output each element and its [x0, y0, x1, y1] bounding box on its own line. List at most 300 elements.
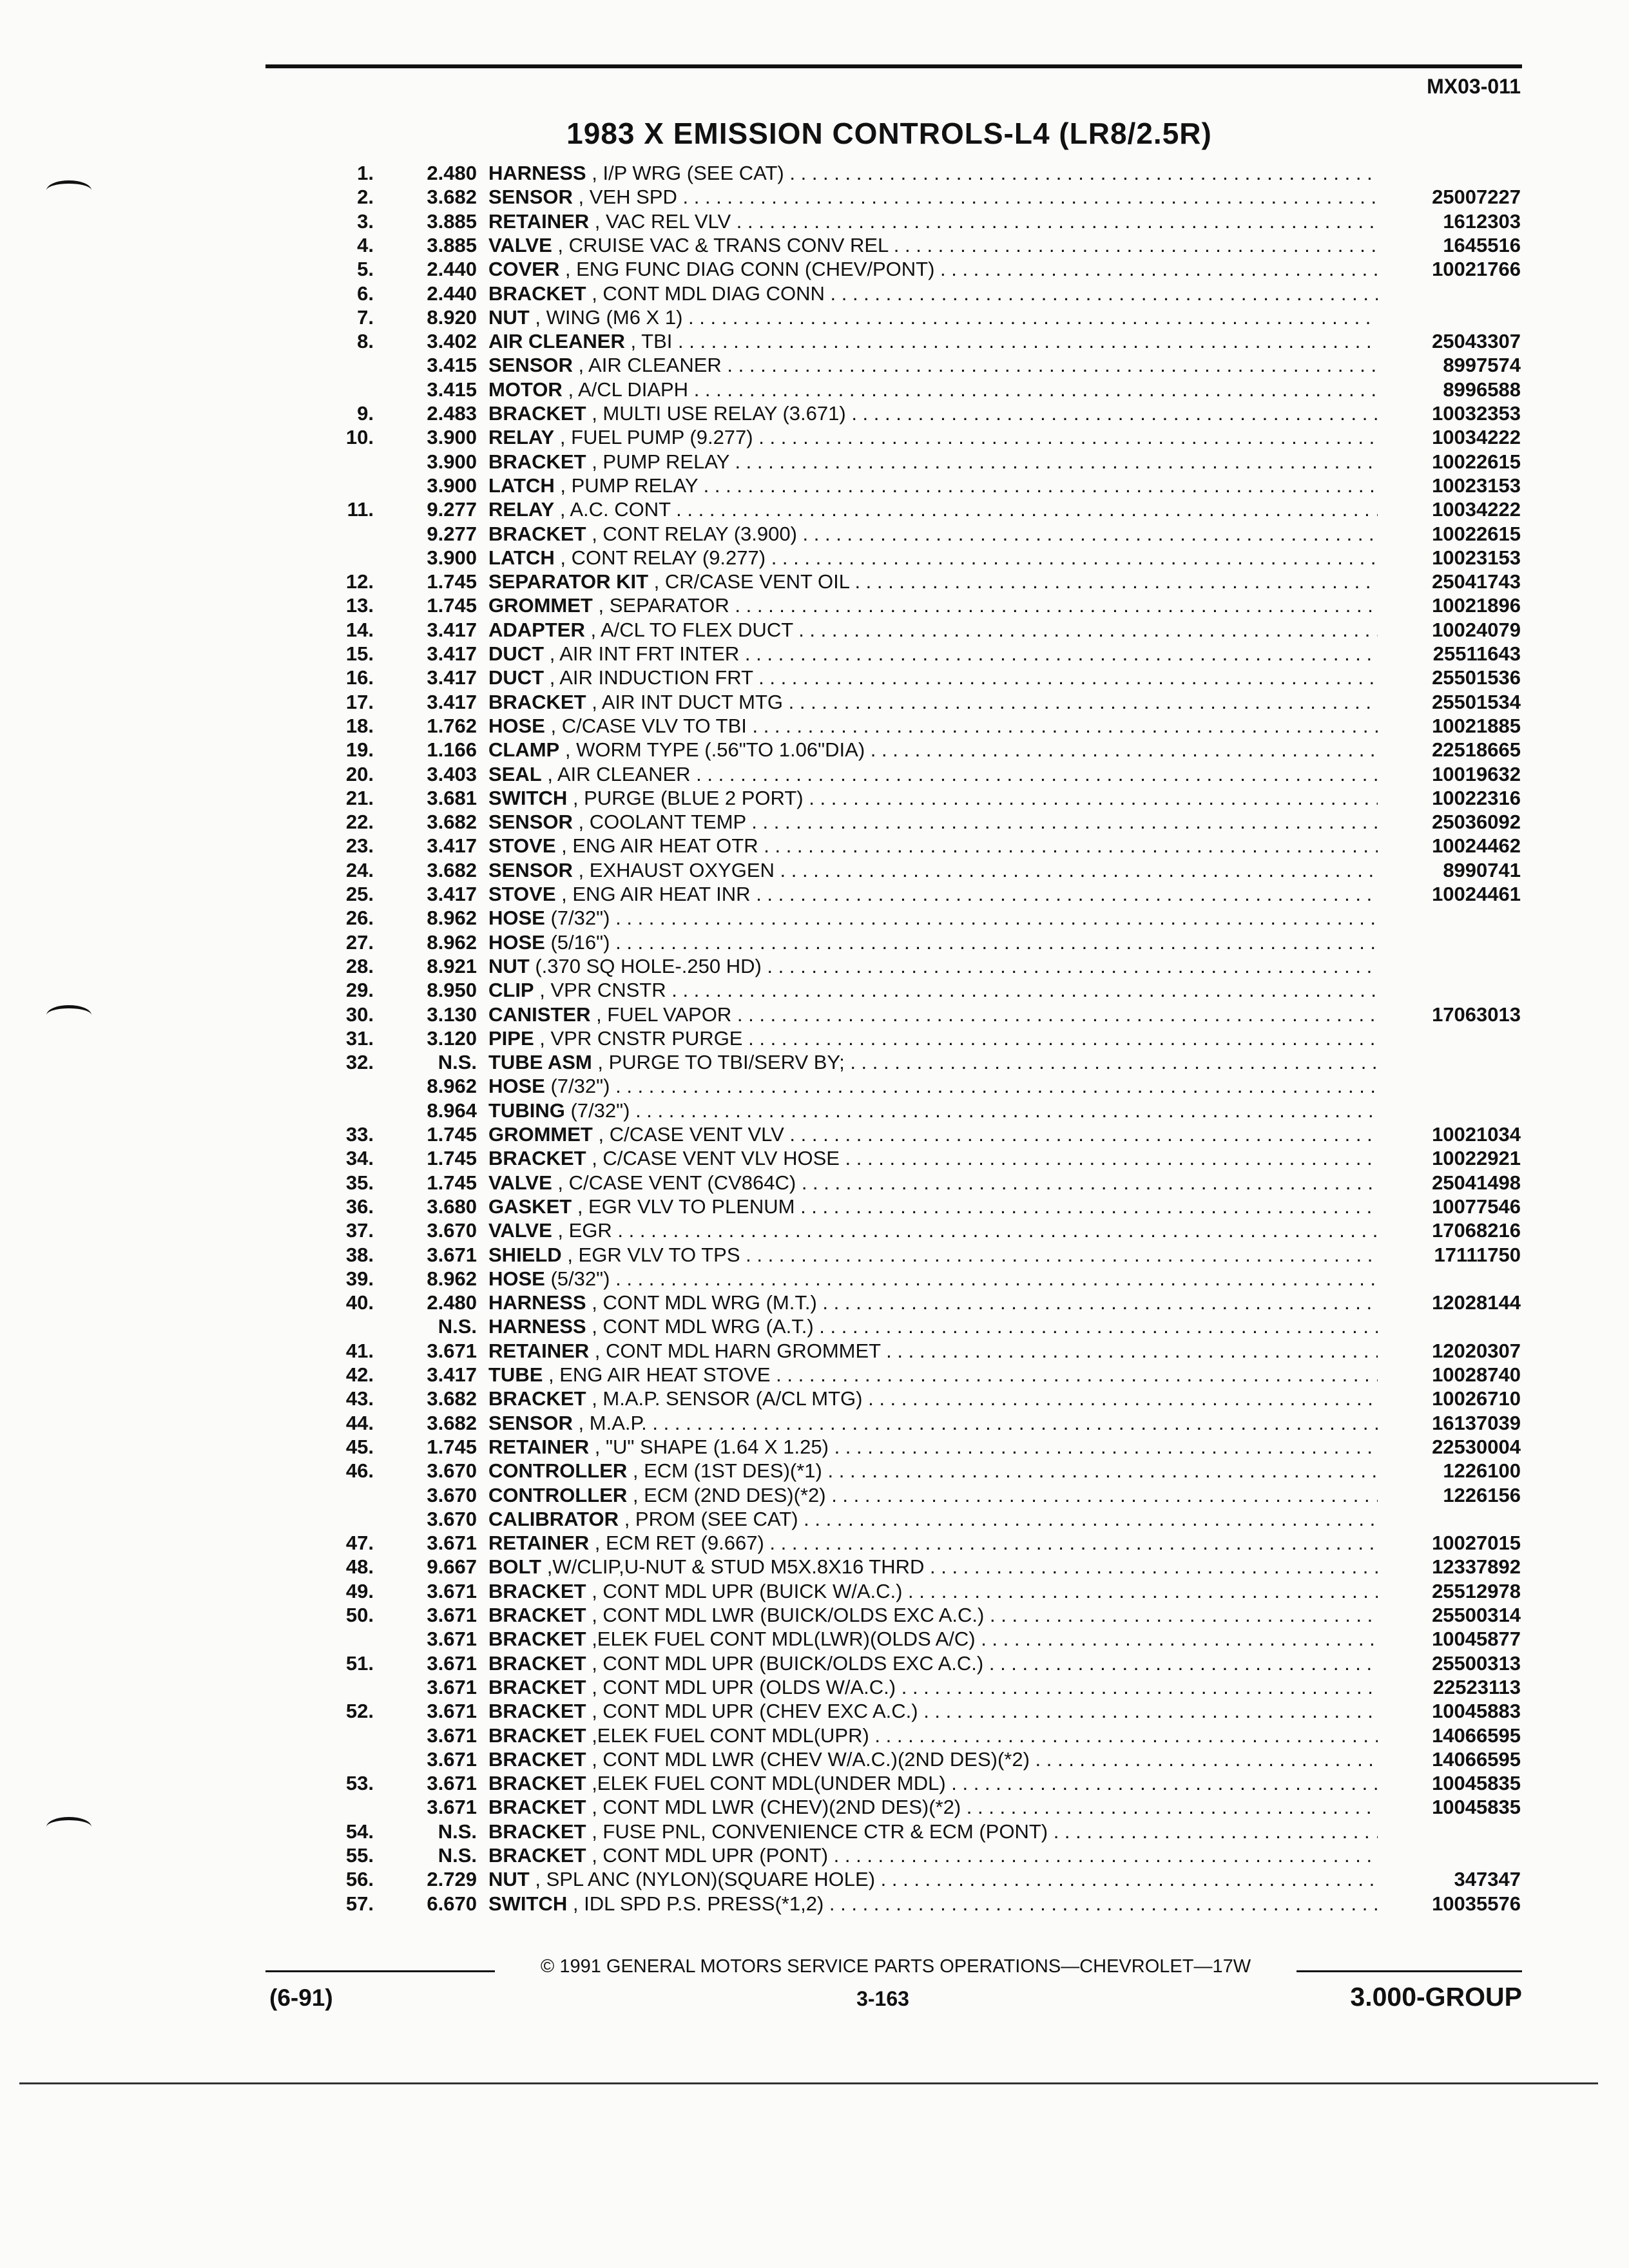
part-description — [488, 1050, 1378, 1074]
group-number: 3.671 — [427, 1579, 477, 1602]
part-description — [488, 1171, 1378, 1195]
top-rule — [265, 64, 1522, 68]
table-row — [0, 161, 1629, 185]
table-row — [0, 1603, 1629, 1627]
part-name: BRACKET — [488, 1651, 586, 1675]
group-number: 8.962 — [427, 1267, 477, 1290]
group-number: 1.745 — [427, 1147, 477, 1170]
group-number: 3.671 — [427, 1604, 477, 1626]
part-detail: , CONT MDL UPR (PONT) — [592, 1844, 829, 1867]
part-detail: ,ELEK FUEL CONT MDL(LWR)(OLDS A/C) — [592, 1628, 976, 1651]
group-number: 3.417 — [427, 1363, 477, 1386]
group-number: 3.671 — [427, 1339, 477, 1362]
table-row — [0, 570, 1629, 593]
part-detail: ,W/CLIP,U-NUT & STUD M5X.8X16 THRD — [546, 1555, 925, 1579]
part-detail: , CONT MDL WRG (A.T.) — [592, 1315, 814, 1338]
part-description — [488, 1339, 1378, 1363]
table-row — [0, 1314, 1629, 1338]
item-number: 14. — [345, 618, 374, 641]
item-number: 8. — [357, 330, 374, 353]
group-number: 1.745 — [427, 594, 477, 617]
part-description — [488, 329, 1378, 353]
part-detail: , ECM (2ND DES)(*2) — [632, 1483, 826, 1506]
table-row — [0, 1555, 1629, 1579]
part-name: TUBE ASM — [488, 1051, 592, 1074]
table-row — [0, 1747, 1629, 1771]
group-number: 8.962 — [427, 930, 477, 954]
table-row — [0, 378, 1629, 401]
part-description — [488, 906, 1378, 930]
part-detail: , FUSE PNL, CONVENIENCE CTR & ECM (PONT) — [592, 1820, 1048, 1843]
item-number: 44. — [345, 1411, 374, 1434]
part-number: 17068216 — [1432, 1219, 1521, 1242]
item-number: 22. — [345, 811, 374, 834]
part-detail: , SPL ANC (NYLON)(SQUARE HOLE) — [535, 1868, 876, 1891]
part-description — [488, 810, 1378, 834]
group-number: 3.900 — [427, 450, 477, 473]
part-name: BRACKET — [488, 522, 586, 545]
part-name: BRACKET — [488, 1387, 586, 1410]
item-number: 2. — [357, 186, 374, 209]
part-name: BRACKET — [488, 1675, 586, 1698]
part-detail: (5/32") — [550, 1267, 610, 1290]
part-detail: , CRUISE VAC & TRANS CONV REL — [557, 233, 889, 256]
part-name: VALVE — [488, 1171, 552, 1194]
part-detail: , VEH SPD — [578, 186, 677, 209]
part-description — [488, 1795, 1378, 1819]
part-name: SENSOR — [488, 186, 573, 209]
group-number: 1.762 — [427, 714, 477, 737]
table-row — [0, 1483, 1629, 1507]
part-number: 10021034 — [1432, 1123, 1521, 1146]
group-number: 3.671 — [427, 1532, 477, 1555]
part-detail: , CONT MDL UPR (BUICK/OLDS EXC A.C.) — [592, 1651, 984, 1675]
table-row — [0, 1579, 1629, 1603]
part-name: CLAMP — [488, 738, 560, 762]
part-description — [488, 1435, 1378, 1459]
table-row — [0, 618, 1629, 642]
part-detail: , EGR — [557, 1219, 612, 1242]
part-detail: (7/32") — [570, 1099, 630, 1122]
group-number: 3.682 — [427, 811, 477, 834]
part-detail: , PURGE TO TBI/SERV BY; — [597, 1051, 845, 1074]
table-row — [0, 762, 1629, 786]
part-number: 8990741 — [1443, 858, 1521, 881]
part-name: DUCT — [488, 666, 545, 689]
part-name: BRACKET — [488, 1147, 586, 1170]
part-name: SEAL — [488, 762, 542, 785]
part-detail: , CONT MDL UPR (OLDS W/A.C.) — [592, 1675, 896, 1698]
group-number: 6.670 — [427, 1892, 477, 1915]
part-number: 1226100 — [1443, 1459, 1521, 1483]
group-number: 3.670 — [427, 1459, 477, 1483]
part-description — [488, 1459, 1378, 1483]
part-number: 25041743 — [1432, 570, 1521, 593]
item-number: 11. — [347, 498, 374, 521]
part-description — [488, 1026, 1378, 1050]
group-number: 3.671 — [427, 1651, 477, 1675]
part-detail: (5/16") — [550, 930, 610, 954]
group-number: 3.671 — [427, 1772, 477, 1795]
part-detail: , AIR INDUCTION FRT — [549, 666, 753, 689]
part-name: BRACKET — [488, 690, 586, 713]
table-row — [0, 1339, 1629, 1363]
part-number: 10022921 — [1432, 1147, 1521, 1170]
group-number: 3.681 — [427, 786, 477, 809]
part-name: VALVE — [488, 233, 552, 256]
part-name: RETAINER — [488, 1435, 590, 1458]
item-number: 28. — [345, 954, 374, 977]
part-name: HARNESS — [488, 1291, 586, 1314]
item-number: 10. — [345, 426, 374, 449]
group-number: 3.671 — [427, 1700, 477, 1723]
item-number: 5. — [357, 258, 374, 281]
part-name: BOLT — [488, 1555, 542, 1579]
part-number: 25036092 — [1432, 811, 1521, 834]
part-detail: , M.A.P. — [578, 1411, 647, 1434]
part-description — [488, 1267, 1378, 1291]
part-name: BRACKET — [488, 1772, 586, 1795]
part-detail: , C/CASE VENT VLV — [598, 1123, 784, 1146]
part-description — [488, 834, 1378, 858]
part-number: 22523113 — [1432, 1675, 1521, 1698]
table-row — [0, 786, 1629, 810]
group-number: 3.671 — [427, 1796, 477, 1819]
part-number: 10032353 — [1432, 402, 1521, 425]
part-name: BRACKET — [488, 1628, 586, 1651]
part-description — [488, 1651, 1378, 1675]
binder-hole-mark — [46, 1005, 92, 1025]
part-number: 10028740 — [1432, 1363, 1521, 1386]
part-name: CALIBRATOR — [488, 1507, 619, 1530]
part-detail: , ENG AIR HEAT INR — [561, 883, 751, 905]
group-number: 3.671 — [427, 1724, 477, 1747]
part-name: CONTROLLER — [488, 1459, 628, 1483]
part-name: NUT — [488, 1868, 530, 1891]
part-detail: , PUMP RELAY — [592, 450, 729, 473]
document-id: MX03-011 — [1427, 75, 1521, 98]
part-description — [488, 978, 1378, 1002]
table-row — [0, 474, 1629, 497]
part-detail: , AIR INT FRT INTER — [549, 642, 740, 665]
table-row — [0, 282, 1629, 305]
item-number: 21. — [345, 786, 374, 809]
footer-rule-right — [1296, 1970, 1522, 1972]
table-row — [0, 738, 1629, 762]
part-description — [488, 1483, 1378, 1507]
table-row — [0, 1387, 1629, 1410]
part-number: 10045877 — [1432, 1628, 1521, 1651]
part-name: BRACKET — [488, 1579, 586, 1602]
group-number: 1.166 — [427, 738, 477, 762]
part-detail: , A/CL TO FLEX DUCT — [590, 618, 793, 641]
table-row — [0, 522, 1629, 546]
item-number: 3. — [357, 209, 374, 233]
table-row — [0, 1026, 1629, 1050]
item-number: 12. — [345, 570, 374, 593]
table-row — [0, 1411, 1629, 1435]
part-description — [488, 1555, 1378, 1579]
item-number: 19. — [345, 738, 374, 762]
group-number: 3.682 — [427, 186, 477, 209]
item-number: 49. — [345, 1579, 374, 1602]
part-detail: , "U" SHAPE (1.64 X 1.25) — [594, 1435, 829, 1458]
part-name: RETAINER — [488, 1532, 590, 1555]
table-row — [0, 1892, 1629, 1916]
table-row — [0, 593, 1629, 617]
group-number: 3.900 — [427, 426, 477, 449]
part-name: RELAY — [488, 426, 555, 449]
group-number: 2.480 — [427, 1291, 477, 1314]
part-detail: , VAC REL VLV — [594, 209, 731, 233]
part-name: CONTROLLER — [488, 1483, 628, 1506]
part-number: 10023153 — [1432, 546, 1521, 569]
part-number: 10024079 — [1432, 618, 1521, 641]
footer-copyright: © 1991 GENERAL MOTORS SERVICE PARTS OPERATIONS—CHEVROLET—17W — [540, 1956, 1251, 1977]
part-number: 10035576 — [1432, 1892, 1521, 1915]
part-description — [488, 425, 1378, 449]
part-number: 25007227 — [1432, 186, 1521, 209]
part-number: 10024462 — [1432, 834, 1521, 858]
part-description — [488, 1243, 1378, 1267]
group-number: 3.417 — [427, 666, 477, 689]
part-detail: , EGR VLV TO PLENUM — [577, 1195, 795, 1218]
table-row — [0, 858, 1629, 882]
part-name: RETAINER — [488, 1339, 590, 1362]
part-detail: , PROM (SEE CAT) — [624, 1507, 798, 1530]
table-row — [0, 1243, 1629, 1267]
table-row — [0, 1218, 1629, 1242]
table-row — [0, 425, 1629, 449]
item-number: 38. — [345, 1243, 374, 1266]
part-number: 8997574 — [1443, 354, 1521, 377]
part-description — [488, 1363, 1378, 1387]
part-description — [488, 930, 1378, 954]
part-description — [488, 378, 1378, 401]
part-detail: , IDL SPD P.S. PRESS(*1,2) — [572, 1892, 824, 1915]
group-number: 8.962 — [427, 907, 477, 930]
item-number: 50. — [345, 1604, 374, 1626]
part-name: SEPARATOR KIT — [488, 570, 649, 593]
item-number: 29. — [345, 979, 374, 1002]
group-number: 3.671 — [427, 1675, 477, 1698]
group-number: 3.402 — [427, 330, 477, 353]
group-number: 3.417 — [427, 834, 477, 858]
part-number: 25511643 — [1432, 642, 1521, 665]
part-name: BRACKET — [488, 402, 586, 425]
part-description — [488, 1003, 1378, 1026]
part-detail: , FUEL PUMP (9.277) — [559, 426, 753, 449]
part-detail: , CONT MDL WRG (M.T.) — [592, 1291, 817, 1314]
part-name: LATCH — [488, 546, 555, 569]
group-number: 3.671 — [427, 1628, 477, 1651]
item-number: 40. — [345, 1291, 374, 1314]
part-detail: , FUEL VAPOR — [596, 1003, 732, 1026]
page-title: 1983 X EMISSION CONTROLS-L4 (LR8/2.5R) — [566, 117, 1212, 150]
group-number: 3.900 — [427, 474, 477, 497]
part-detail: , C/CASE VENT VLV HOSE — [592, 1147, 840, 1170]
part-description — [488, 1699, 1378, 1723]
table-row — [0, 1435, 1629, 1459]
part-name: BRACKET — [488, 1604, 586, 1626]
group-number: 1.745 — [427, 570, 477, 593]
table-row — [0, 1003, 1629, 1026]
item-number: 45. — [345, 1435, 374, 1458]
part-number: 17111750 — [1434, 1243, 1521, 1266]
table-row — [0, 834, 1629, 858]
group-number: 3.130 — [427, 1003, 477, 1026]
part-number: 8996588 — [1443, 378, 1521, 401]
group-number: 9.277 — [427, 498, 477, 521]
part-detail: , CONT MDL LWR (CHEV)(2ND DES)(*2) — [592, 1796, 961, 1819]
group-number: N.S. — [438, 1844, 477, 1867]
part-number: 16137039 — [1432, 1411, 1521, 1434]
part-detail: , CONT MDL UPR (BUICK W/A.C.) — [592, 1579, 903, 1602]
part-name: TUBING — [488, 1099, 565, 1122]
group-number: 3.670 — [427, 1219, 477, 1242]
table-row — [0, 209, 1629, 233]
part-description — [488, 1771, 1378, 1795]
part-name: COVER — [488, 258, 560, 281]
part-description — [488, 1843, 1378, 1867]
part-name: LATCH — [488, 474, 555, 497]
part-name: HOSE — [488, 930, 545, 954]
item-number: 32. — [345, 1051, 374, 1074]
item-number: 9. — [357, 402, 374, 425]
item-number: 16. — [345, 666, 374, 689]
group-number: 8.921 — [427, 954, 477, 977]
group-number: 9.667 — [427, 1555, 477, 1579]
group-number: 3.417 — [427, 618, 477, 641]
item-number: 30. — [345, 1003, 374, 1026]
item-number: 37. — [345, 1219, 374, 1242]
part-number: 10045883 — [1432, 1700, 1521, 1723]
part-name: HOSE — [488, 714, 545, 737]
part-description — [488, 1411, 1378, 1435]
table-row — [0, 353, 1629, 377]
part-number: 1226156 — [1443, 1483, 1521, 1506]
part-description — [488, 1146, 1378, 1170]
part-name: SWITCH — [488, 786, 568, 809]
group-number: 3.415 — [427, 378, 477, 401]
part-name: NUT — [488, 305, 530, 329]
group-number: 8.962 — [427, 1075, 477, 1098]
table-row — [0, 1675, 1629, 1699]
item-number: 17. — [345, 690, 374, 713]
part-number: 25501536 — [1432, 666, 1521, 689]
group-number: 2.440 — [427, 282, 477, 305]
part-number: 12020307 — [1432, 1339, 1521, 1362]
item-number: 39. — [345, 1267, 374, 1290]
part-description — [488, 642, 1378, 666]
part-description — [488, 1218, 1378, 1242]
item-number: 34. — [345, 1147, 374, 1170]
part-number: 10023153 — [1432, 474, 1521, 497]
part-description — [488, 474, 1378, 497]
group-number: 8.920 — [427, 305, 477, 329]
item-number: 24. — [345, 858, 374, 881]
table-row — [0, 1099, 1629, 1122]
item-number: 20. — [345, 762, 374, 785]
binder-hole-mark — [46, 1817, 92, 1837]
part-number: 10022316 — [1432, 786, 1521, 809]
table-row — [0, 666, 1629, 689]
part-detail: , WORM TYPE (.56"TO 1.06"DIA) — [564, 738, 865, 762]
item-number: 18. — [345, 714, 374, 737]
part-detail: , CONT RELAY (3.900) — [592, 522, 797, 545]
part-detail: (7/32") — [550, 1075, 610, 1098]
item-number: 33. — [345, 1123, 374, 1146]
part-description — [488, 666, 1378, 689]
item-number: 13. — [345, 594, 374, 617]
part-name: GROMMET — [488, 594, 593, 617]
table-row — [0, 1459, 1629, 1483]
table-row — [0, 1291, 1629, 1314]
item-number: 1. — [357, 162, 374, 184]
table-row — [0, 1363, 1629, 1387]
part-name: RELAY — [488, 498, 555, 521]
table-row — [0, 185, 1629, 209]
group-number: 3.885 — [427, 209, 477, 233]
part-description — [488, 353, 1378, 377]
item-number: 4. — [357, 233, 374, 256]
group-number: 9.277 — [427, 522, 477, 545]
part-number: 25512978 — [1432, 1579, 1521, 1602]
part-description — [488, 233, 1378, 257]
group-number: 3.417 — [427, 883, 477, 905]
part-detail: , A/CL DIAPH — [568, 378, 689, 401]
part-description — [488, 1892, 1378, 1916]
part-description — [488, 882, 1378, 906]
part-name: SENSOR — [488, 354, 573, 377]
part-description — [488, 1675, 1378, 1699]
part-number: 10024461 — [1432, 883, 1521, 905]
footer-date: (6-91) — [269, 1984, 333, 2011]
table-row — [0, 305, 1629, 329]
part-description — [488, 593, 1378, 617]
table-row — [0, 1122, 1629, 1146]
part-detail: , VPR CNSTR — [539, 979, 666, 1002]
part-detail: , C/CASE VENT (CV864C) — [557, 1171, 796, 1194]
part-description — [488, 522, 1378, 546]
part-number: 25041498 — [1432, 1171, 1521, 1194]
part-name: SENSOR — [488, 858, 573, 881]
group-number: 3.682 — [427, 1387, 477, 1410]
table-row — [0, 882, 1629, 906]
part-detail: , M.A.P. SENSOR (A/CL MTG) — [592, 1387, 863, 1410]
part-detail: , ECM RET (9.667) — [594, 1532, 764, 1555]
part-name: ADAPTER — [488, 618, 585, 641]
group-number: 3.417 — [427, 642, 477, 665]
group-number: 2.483 — [427, 402, 477, 425]
part-detail: , A.C. CONT — [559, 498, 671, 521]
part-number: 10022615 — [1432, 450, 1521, 473]
item-number: 41. — [345, 1339, 374, 1362]
part-name: BRACKET — [488, 1844, 586, 1867]
table-row — [0, 1699, 1629, 1723]
table-row — [0, 1627, 1629, 1651]
table-row — [0, 906, 1629, 930]
part-description — [488, 1867, 1378, 1891]
part-number: 14066595 — [1432, 1724, 1521, 1747]
table-row — [0, 233, 1629, 257]
item-number: 48. — [345, 1555, 374, 1579]
part-number: 10027015 — [1432, 1532, 1521, 1555]
part-name: CANISTER — [488, 1003, 591, 1026]
part-detail: , AIR CLEANER — [578, 354, 722, 377]
part-name: GASKET — [488, 1195, 572, 1218]
item-number: 35. — [345, 1171, 374, 1194]
